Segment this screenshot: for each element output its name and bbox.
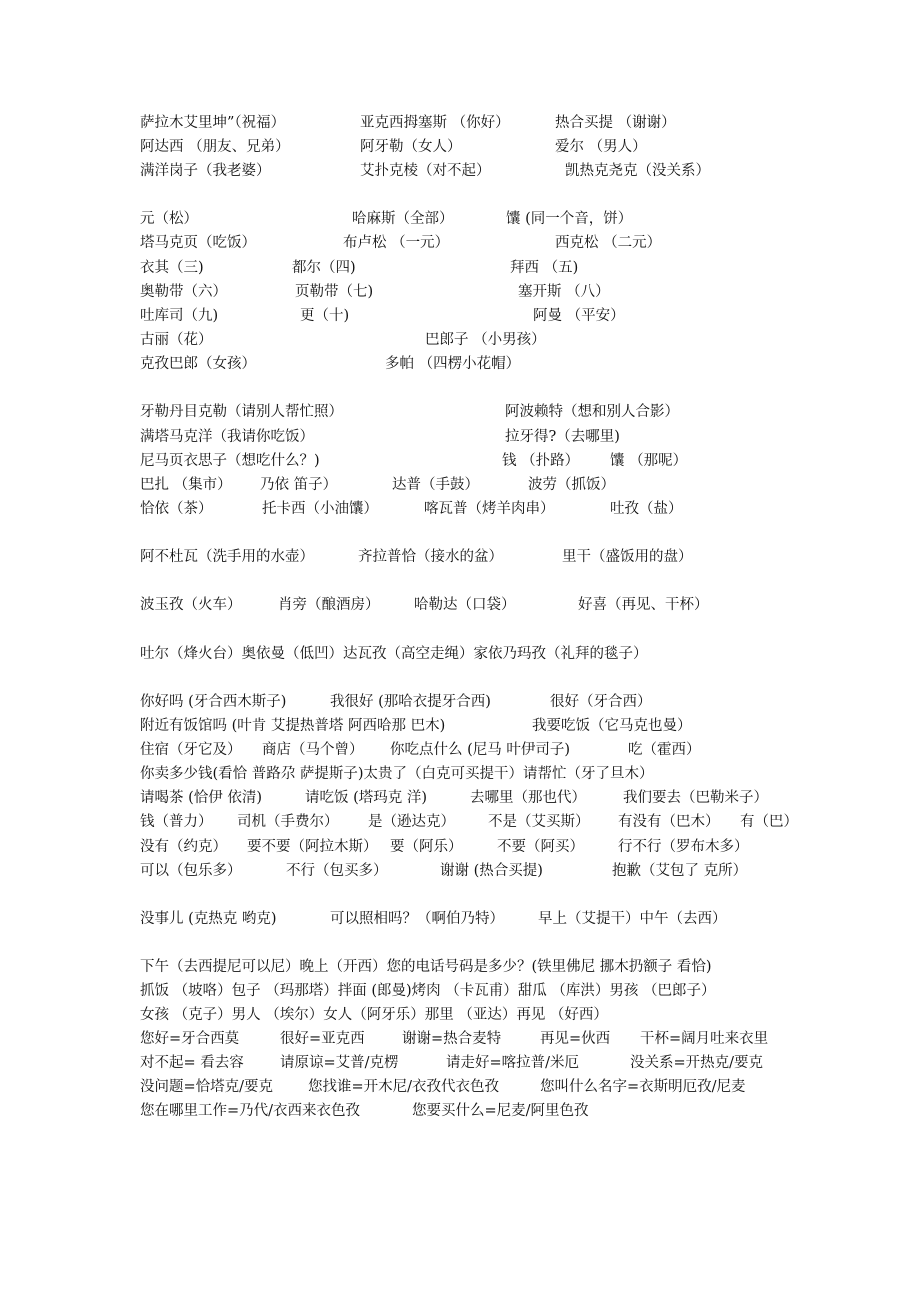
phrase-entry: 奥勒带（六） — [140, 284, 227, 300]
phrase-entry: 西克松 （二元） — [555, 235, 662, 251]
phrase-entry: 齐拉普恰（接水的盆） — [358, 549, 503, 565]
phrase-entry: 古丽（花） — [140, 332, 213, 348]
phrase-entry: 满洋岗子（我老婆） — [140, 163, 271, 179]
phrase-entry: 多帕 （四楞小花帽） — [385, 356, 521, 372]
phrase-entry: 乃依 笛子） — [260, 477, 338, 493]
phrase-entry: 请吃饭 (塔玛克 洋) — [305, 790, 428, 806]
phrase-entry: 您找谁=开木尼/衣孜代衣色孜 — [308, 1079, 500, 1095]
phrase-entry: 爱尔 （男人） — [555, 139, 647, 155]
phrase-entry: 请原谅=艾普/克楞 — [280, 1055, 399, 1071]
phrase-entry: 下午（去西提尼可以尼）晚上（开西）您的电话号码是多少？(铁里佛尼 挪木扔额子 看恰) — [140, 959, 712, 975]
phrase-entry: 拉牙得?（去哪里) — [505, 429, 620, 445]
phrase-entry: 谢谢=热合麦特 — [402, 1031, 502, 1047]
phrase-entry: 附近有饭馆吗 (叶肯 艾提热普塔 阿西哈那 巴木) — [140, 718, 446, 734]
phrase-entry: 钱（普力） — [140, 814, 213, 830]
phrase-entry: 没事儿 (克热克 哟克) — [140, 911, 277, 927]
phrase-entry: 阿曼 （平安） — [533, 308, 625, 324]
phrase-entry: 哈麻斯（全部） — [352, 211, 454, 227]
phrase-entry: 您在哪里工作=乃代/衣西来衣色孜 — [140, 1103, 361, 1119]
phrase-entry: 吐尔（烽火台）奥依曼（低凹）达瓦孜（高空走绳）家依乃玛孜（礼拜的毯子） — [140, 646, 648, 662]
phrase-entry: 你吃点什么 (尼马 叶伊司子) — [390, 742, 571, 758]
phrase-entry: 恰依（茶） — [140, 501, 213, 517]
phrase-entry: 巴扎 （集市） — [140, 477, 232, 493]
phrase-entry: 凯热克尧克（没关系） — [565, 163, 710, 179]
phrase-entry: 托卡西（小油馕） — [262, 501, 378, 517]
phrase-entry: 司机（手费尔） — [237, 814, 339, 830]
phrase-entry: 不要（阿买） — [497, 839, 584, 855]
phrase-entry: 吐孜（盐） — [610, 501, 683, 517]
phrase-entry: 尼马页衣思子（想吃什么？) — [140, 453, 320, 469]
phrase-entry: 吐库司（九) — [140, 308, 219, 324]
phrase-entry: 抓饭 （坡咯）包子 （玛那塔）拌面 (郎曼)烤肉 （卡瓦甫）甜瓜 （库洪）男孩 （巴郎子） — [140, 983, 716, 999]
phrase-entry: 牙勒丹目克勒（请别人帮忙照） — [140, 404, 343, 420]
phrase-entry: 再见=伙西 — [540, 1031, 611, 1047]
phrase-entry: 您叫什么名字=衣斯明厄孜/尼麦 — [540, 1079, 746, 1095]
phrase-entry: 艾扑克棱（对不起） — [360, 163, 491, 179]
phrase-entry: 抱歉（艾包了 克所） — [612, 863, 748, 879]
phrase-entry: 没问题=恰塔克/要克 — [140, 1079, 274, 1095]
phrase-entry: 我要吃饭（它马克也曼） — [532, 718, 692, 734]
phrase-entry: 阿牙勒（女人） — [360, 139, 462, 155]
phrase-entry: 阿达西 （朋友、兄弟） — [140, 139, 290, 155]
phrase-entry: 热合买提 （谢谢） — [555, 115, 676, 131]
phrase-entry: 没关系=开热克/要克 — [630, 1055, 764, 1071]
phrase-entry: 哈勒达（口袋） — [414, 597, 516, 613]
phrase-entry: 拜西 （五) — [510, 260, 579, 276]
phrase-entry: 元（松） — [140, 211, 198, 227]
phrase-entry: 干杯=阔月吐来衣里 — [640, 1031, 769, 1047]
phrase-entry: 好喜（再见、干杯） — [578, 597, 709, 613]
phrase-entry: 是（逊达克） — [368, 814, 455, 830]
phrase-entry: 行不行（罗布木多） — [618, 839, 749, 855]
phrase-entry: 满塔马克洋（我请你吃饭） — [140, 429, 314, 445]
phrase-entry: 去哪里（那也代） — [470, 790, 586, 806]
phrase-entry: 萨拉木艾里坤”（祝福） — [140, 115, 286, 131]
phrase-entry: 布卢松 （一元） — [343, 235, 450, 251]
phrase-entry: 巴郎子 （小男孩） — [425, 332, 546, 348]
phrase-entry: 克孜巴郎（女孩） — [140, 356, 256, 372]
phrase-entry: 请喝茶 (恰伊 依清) — [140, 790, 263, 806]
phrase-entry: 吃（霍西） — [628, 742, 701, 758]
phrase-entry: 都尔（四) — [292, 260, 356, 276]
phrase-entry: 你好吗 (牙合西木斯子) — [140, 694, 287, 710]
phrase-entry: 不是（艾买斯） — [488, 814, 590, 830]
phrase-entry: 女孩 （克子）男人 （埃尔）女人（阿牙乐）那里 （亚达）再见 （好西） — [140, 1007, 608, 1023]
phrase-entry: 肖旁（酿酒房） — [278, 597, 380, 613]
phrase-entry: 里干（盛饭用的盘） — [562, 549, 693, 565]
phrase-entry: 对不起= 看去容 — [140, 1055, 244, 1071]
phrase-entry: 商店（马个曾） — [262, 742, 364, 758]
phrase-entry: 我很好 (那哈衣提牙合西) — [330, 694, 491, 710]
phrase-entry: 住宿（牙它及） — [140, 742, 242, 758]
phrase-entry: 波劳（抓饭） — [528, 477, 615, 493]
phrase-entry: 您好=牙合西莫 — [140, 1031, 240, 1047]
phrase-entry: 达普（手鼓） — [392, 477, 479, 493]
phrase-entry: 没有（约克） — [140, 839, 227, 855]
phrase-entry: 要不要（阿拉木斯） — [247, 839, 378, 855]
phrase-entry: 波玉孜（火车） — [140, 597, 242, 613]
phrase-entry: 阿波赖特（想和别人合影） — [505, 404, 679, 420]
phrase-entry: 很好（牙合西） — [550, 694, 652, 710]
phrase-entry: 喀瓦普（烤羊肉串） — [424, 501, 555, 517]
phrase-entry: 塞开斯 （八） — [518, 284, 610, 300]
phrase-entry: 您要买什么=尼麦/阿里色孜 — [412, 1103, 589, 1119]
phrase-entry: 馕 (同一个音，饼） — [506, 211, 633, 227]
phrase-entry: 可以（包乐多） — [140, 863, 242, 879]
phrase-entry: 有没有（巴木） — [618, 814, 720, 830]
phrase-entry: 你卖多少钱(看恰 普路尕 萨提斯子)太贵了（白克可买提干）请帮忙（牙了旦木） — [140, 766, 654, 782]
phrase-entry: 衣其（三) — [140, 260, 204, 276]
phrase-entry: 更（十) — [300, 308, 350, 324]
phrase-entry: 谢谢 (热合买提) — [440, 863, 543, 879]
phrase-entry: 不行（包买多） — [286, 863, 388, 879]
phrase-entry: 阿不杜瓦（洗手用的水壶） — [140, 549, 314, 565]
phrase-entry: 可以照相吗？（啊伯乃特） — [330, 911, 504, 927]
phrase-entry: 我们要去（巴勒米子） — [623, 790, 768, 806]
phrase-entry: 馕 （那呢） — [610, 453, 688, 469]
phrase-entry: 钱 （扑路） — [502, 453, 580, 469]
phrase-entry: 要（阿乐） — [390, 839, 463, 855]
phrase-entry: 很好=亚克西 — [280, 1031, 365, 1047]
phrase-entry: 亚克西拇塞斯 （你好） — [360, 115, 510, 131]
phrase-entry: 早上（艾提干）中午（去西） — [538, 911, 727, 927]
phrase-entry: 请走好=喀拉普/米厄 — [446, 1055, 580, 1071]
phrase-entry: 有（巴） — [740, 814, 798, 830]
phrase-entry: 页勒带（七) — [295, 284, 374, 300]
phrase-entry: 塔马克页（吃饭） — [140, 235, 256, 251]
